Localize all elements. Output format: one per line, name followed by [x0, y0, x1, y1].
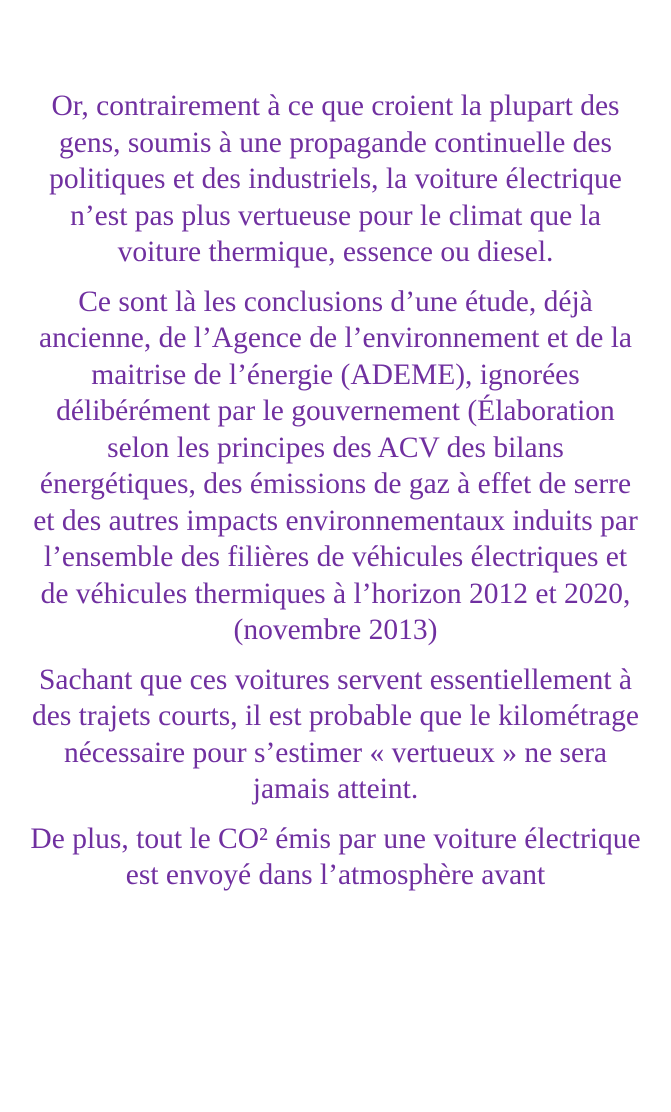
paragraph-1: Or, contrairement à ce que croient la plupart des gens, soumis à une propagande continuelle des politiques et des industriels, la voiture électrique n’est pas plus vertueuse pour le climat que la voiture thermique, essence ou diesel. [49, 90, 622, 268]
paragraph-3: Sachant que ces voitures servent essentiellement à des trajets courts, il est probable que le kilométrage nécessaire pour s’estimer « vertueux » ne sera jamais atteint. [31, 663, 639, 805]
paragraph-2: Ce sont là les conclusions d’une étude, déjà ancienne, de l’Agence de l’environnement et de la maitrise de l’énergie (ADEME), ignorées délibérément par le gouvernement (Élaboration selon les principes des ACV des bilans énergétiques, des émissions de gaz à effet de serre et des autres impacts environnementaux induits par l’ensemble des filières de véhicules électriques et de véhicules thermiques à l’horizon 2012 et 2020, (novembre 2013) [33, 285, 638, 646]
document-body [28, 88, 643, 907]
paragraph-4: De plus, tout le CO² émis par une voiture électrique est envoyé dans l’atmosphère avant [30, 822, 641, 891]
